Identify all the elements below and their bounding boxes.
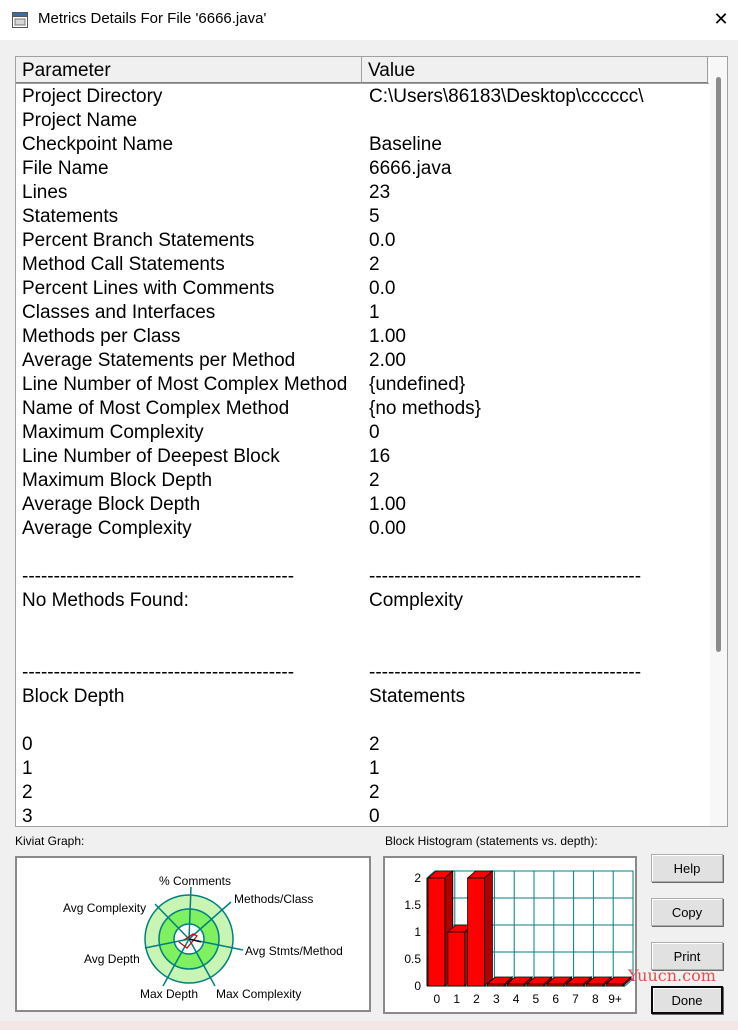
print-button[interactable]: Print xyxy=(651,942,723,970)
bottom-strip xyxy=(0,1021,738,1030)
row-parameter: ------------------------------------------- xyxy=(22,566,295,587)
row-parameter: Percent Lines with Comments xyxy=(22,278,275,299)
histogram-y-tick-label: 1.5 xyxy=(404,898,421,912)
kiviat-axis-avg-complexity: Avg Complexity xyxy=(63,901,147,915)
table-row[interactable] xyxy=(16,205,709,229)
row-value: 0.0 xyxy=(369,230,396,251)
column-header-value[interactable]: Value xyxy=(362,57,708,83)
histogram-x-tick-label: 7 xyxy=(572,992,579,1006)
window-title: Metrics Details For File '6666.java' xyxy=(38,10,267,27)
kiviat-axis-methods-class: Methods/Class xyxy=(234,892,314,906)
table-row[interactable] xyxy=(16,637,709,661)
table-row[interactable] xyxy=(16,229,709,253)
scrollbar-thumb[interactable] xyxy=(716,77,721,652)
table-row[interactable] xyxy=(16,325,709,349)
table-row[interactable] xyxy=(16,493,709,517)
table-row[interactable] xyxy=(16,733,709,757)
watermark-text: Yuucn.com xyxy=(628,966,716,985)
block-histogram xyxy=(383,856,637,1014)
table-row[interactable] xyxy=(16,133,709,157)
histogram-bar xyxy=(527,984,544,986)
kiviat-axis-max-depth: Max Depth xyxy=(140,987,199,1001)
row-value: 16 xyxy=(369,446,391,467)
app-icon xyxy=(12,12,28,28)
table-row[interactable] xyxy=(16,469,709,493)
row-parameter: Average Complexity xyxy=(22,518,192,539)
row-parameter: 3 xyxy=(22,806,33,827)
table-row[interactable] xyxy=(16,805,709,827)
histogram-x-tick-label: 6 xyxy=(552,992,560,1006)
table-row[interactable] xyxy=(16,277,709,301)
histogram-bar xyxy=(567,984,584,986)
row-value: Statements xyxy=(369,686,466,707)
histogram-bar xyxy=(468,878,485,986)
row-value: Baseline xyxy=(369,134,442,155)
row-parameter: Block Depth xyxy=(22,686,125,707)
row-value: 0.00 xyxy=(369,518,406,539)
table-row[interactable] xyxy=(16,709,709,733)
table-row[interactable] xyxy=(16,85,709,109)
row-value: 1.00 xyxy=(369,326,406,347)
row-parameter: Percent Branch Statements xyxy=(22,230,255,251)
row-parameter: Classes and Interfaces xyxy=(22,302,216,323)
kiviat-graph-label: Kiviat Graph: xyxy=(15,834,85,848)
metrics-list[interactable] xyxy=(15,56,728,827)
close-icon[interactable]: ✕ xyxy=(713,9,729,29)
row-value: 1 xyxy=(369,302,380,323)
row-parameter: Project Name xyxy=(22,110,138,131)
copy-button[interactable]: Copy xyxy=(651,898,723,926)
histogram-y-tick-label: 2 xyxy=(414,871,421,885)
histogram-x-tick-label: 3 xyxy=(492,992,500,1006)
histogram-x-tick-label: 1 xyxy=(453,992,461,1006)
histogram-x-tick-label: 2 xyxy=(473,992,480,1006)
histogram-x-tick-label: 5 xyxy=(532,992,540,1006)
row-parameter: Lines xyxy=(22,182,68,203)
kiviat-axis-avg-stmts: Avg Stmts/Method xyxy=(245,944,343,958)
histogram-x-tick-label: 4 xyxy=(512,992,520,1006)
row-parameter: No Methods Found: xyxy=(22,590,189,611)
histogram-bar-side xyxy=(484,871,492,986)
title-bar xyxy=(0,0,738,40)
row-value: 2 xyxy=(369,470,380,491)
table-row[interactable] xyxy=(16,397,709,421)
row-value: ------------------------------------------- xyxy=(369,566,642,587)
row-parameter: Methods per Class xyxy=(22,326,181,347)
kiviat-axis-max-complexity: Max Complexity xyxy=(216,987,302,1001)
row-value: 0 xyxy=(369,806,380,827)
row-value: {undefined} xyxy=(369,374,466,395)
table-row[interactable] xyxy=(16,253,709,277)
kiviat-axis-avg-depth: Avg Depth xyxy=(84,952,140,966)
table-row[interactable] xyxy=(16,661,709,685)
table-row[interactable] xyxy=(16,517,709,541)
row-value: 5 xyxy=(369,206,380,227)
histogram-y-tick-label: 1 xyxy=(414,925,421,939)
table-row[interactable] xyxy=(16,181,709,205)
histogram-bar xyxy=(448,932,465,986)
row-parameter: Line Number of Most Complex Method xyxy=(22,374,348,395)
histogram-bar xyxy=(428,878,445,986)
row-parameter: Statements xyxy=(22,206,119,227)
table-row[interactable] xyxy=(16,685,709,709)
row-value: 2 xyxy=(369,734,380,755)
column-header-parameter[interactable]: Parameter xyxy=(16,57,362,83)
row-parameter: Maximum Complexity xyxy=(22,422,204,443)
row-value: 6666.java xyxy=(369,158,452,179)
row-parameter: Method Call Statements xyxy=(22,254,225,275)
row-value: 2 xyxy=(369,254,380,275)
row-parameter: Average Statements per Method xyxy=(22,350,296,371)
table-row[interactable] xyxy=(16,541,709,565)
row-parameter: Checkpoint Name xyxy=(22,134,174,155)
table-row[interactable] xyxy=(16,109,709,133)
row-parameter: 0 xyxy=(22,734,33,755)
row-parameter: Name of Most Complex Method xyxy=(22,398,290,419)
table-row[interactable] xyxy=(16,613,709,637)
row-value: 0 xyxy=(369,422,380,443)
table-row[interactable] xyxy=(16,757,709,781)
table-row[interactable] xyxy=(16,301,709,325)
row-value: C:\Users\86183\Desktop\cccccc\ xyxy=(369,86,644,107)
row-value: 2.00 xyxy=(369,350,406,371)
histogram-label: Block Histogram (statements vs. depth): xyxy=(385,834,598,848)
histogram-bar xyxy=(547,984,564,986)
histogram-bar xyxy=(487,984,504,986)
row-value: Complexity xyxy=(369,590,463,611)
row-parameter: File Name xyxy=(22,158,109,179)
histogram-y-tick-label: 0.5 xyxy=(404,952,421,966)
row-parameter: Maximum Block Depth xyxy=(22,470,213,491)
table-row[interactable] xyxy=(16,421,709,445)
kiviat-graph-svg xyxy=(17,858,369,1010)
histogram-x-tick-label: 0 xyxy=(433,992,441,1006)
table-row[interactable] xyxy=(16,781,709,805)
row-value: 1.00 xyxy=(369,494,406,515)
table-row[interactable] xyxy=(16,445,709,469)
row-parameter: ------------------------------------------- xyxy=(22,662,295,683)
table-row[interactable] xyxy=(16,589,709,613)
kiviat-axis-comments: % Comments xyxy=(158,874,232,888)
list-header xyxy=(16,57,709,84)
row-parameter: 1 xyxy=(22,758,33,779)
histogram-x-tick-label: 8 xyxy=(591,992,599,1006)
block-histogram-svg xyxy=(385,858,635,1012)
table-row[interactable] xyxy=(16,157,709,181)
metrics-rows xyxy=(16,85,709,827)
kiviat-graph xyxy=(15,856,371,1012)
row-parameter: Project Directory xyxy=(22,86,163,107)
row-value: {no methods} xyxy=(369,398,481,419)
histogram-bar xyxy=(586,984,603,986)
histogram-bar xyxy=(507,984,524,986)
row-value: ------------------------------------------- xyxy=(369,662,642,683)
table-row[interactable] xyxy=(16,565,709,589)
vertical-scrollbar[interactable] xyxy=(710,57,727,826)
histogram-y-tick-label: 0 xyxy=(414,979,421,993)
histogram-x-tick-label: 9+ xyxy=(608,992,622,1006)
table-row[interactable] xyxy=(16,373,709,397)
histogram-bar xyxy=(606,984,623,986)
help-button[interactable]: Help xyxy=(651,854,723,882)
row-value: 23 xyxy=(369,182,391,203)
table-row[interactable] xyxy=(16,349,709,373)
row-value: 1 xyxy=(369,758,380,779)
row-value: 2 xyxy=(369,782,380,803)
row-value: 0.0 xyxy=(369,278,396,299)
row-parameter: Line Number of Deepest Block xyxy=(22,446,280,467)
done-button[interactable]: Done xyxy=(651,986,723,1014)
row-parameter: Average Block Depth xyxy=(22,494,201,515)
row-parameter: 2 xyxy=(22,782,33,803)
